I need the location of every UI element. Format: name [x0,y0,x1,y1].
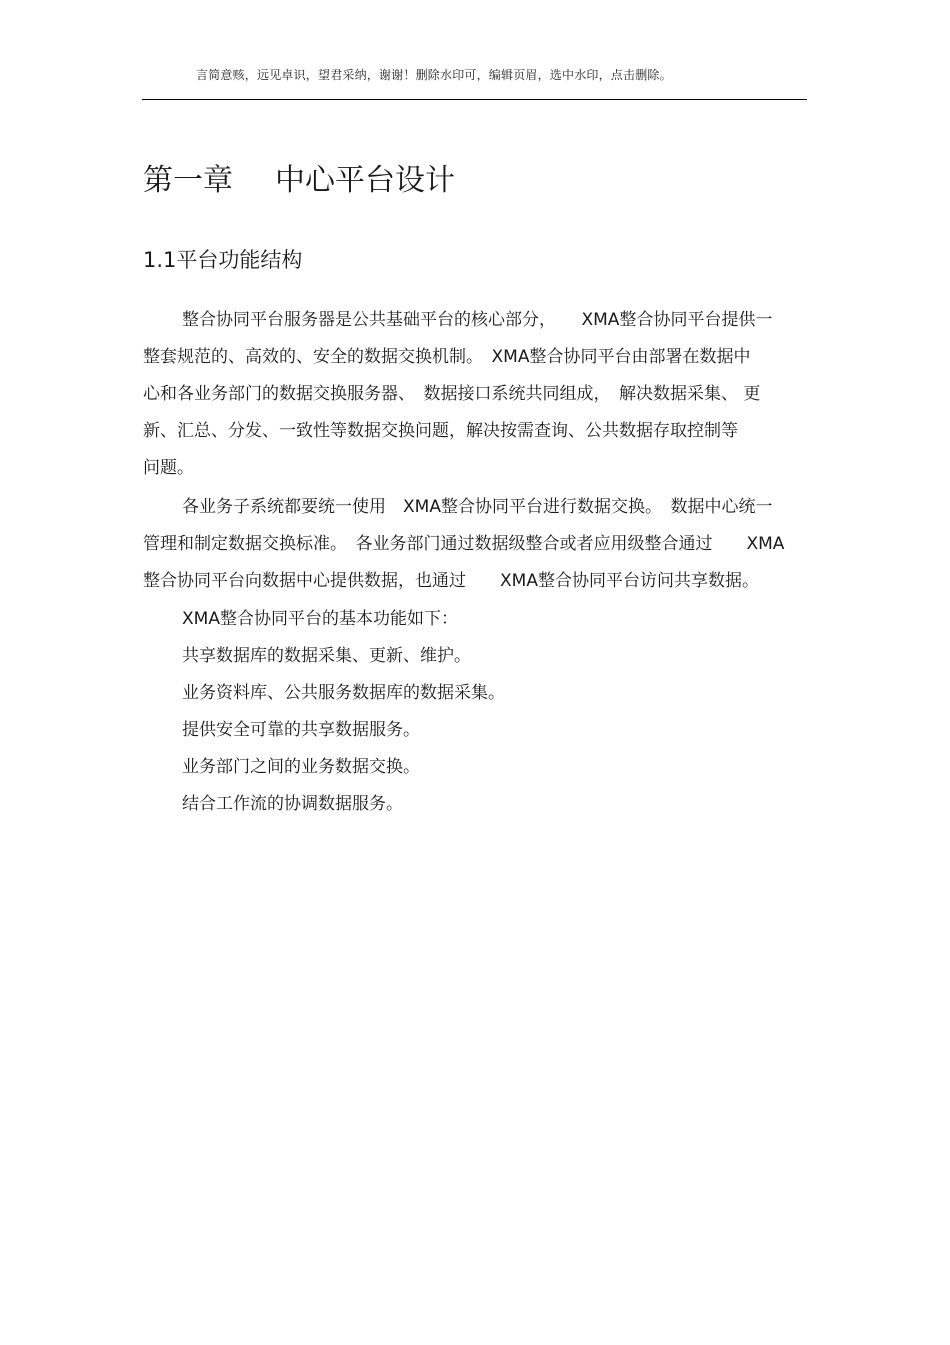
paragraph-line: 问题。 [143,458,194,478]
paragraph-line: 各业务子系统都要统一使用 XMA整合协同平台进行数据交换。 数据中心统一 [182,497,773,517]
function-list-intro: XMA整合协同平台的基本功能如下： [182,609,458,629]
paragraph-line: 整套规范的、高效的、安全的数据交换机制。 XMA整合协同平台由部署在数据中 [143,347,751,367]
function-list [143,601,823,823]
paragraph-line: 新、汇总、分发、一致性等数据交换问题，解决按需查询、公共数据存取控制等 [143,421,738,441]
header-rule [142,99,807,100]
paragraph-line: 整合协同平台服务器是公共基础平台的核心部分， XMA整合协同平台提供一 [182,310,773,330]
function-item: 业务资料库、公共服务数据库的数据采集。 [182,683,505,703]
chapter-title [143,155,455,199]
chapter-name: 中心平台设计 [275,163,455,198]
paragraph-data-exchange [143,489,823,600]
chapter-number: 第一章 [143,163,233,198]
function-item: 提供安全可靠的共享数据服务。 [182,720,420,740]
function-item: 共享数据库的数据采集、更新、维护。 [182,646,471,666]
function-item: 业务部门之间的业务数据交换。 [182,757,420,777]
header-note: 言简意赅，远见卓识，望君采纳，谢谢！删除水印可，编辑页眉，选中水印，点击删除。 [196,68,672,82]
section-title: 1.1平台功能结构 [143,248,303,272]
paragraph-line: 整合协同平台向数据中心提供数据，也通过 XMA整合协同平台访问共享数据。 [143,571,759,591]
paragraph-line: 心和各业务部门的数据交换服务器、 数据接口系统共同组成， 解决数据采集、 更 [143,384,761,404]
paragraph-line: 管理和制定数据交换标准。 各业务部门通过数据级整合或者应用级整合通过 XMA [143,534,785,554]
function-item: 结合工作流的协调数据服务。 [182,794,403,814]
paragraph-platform-overview [143,302,823,487]
